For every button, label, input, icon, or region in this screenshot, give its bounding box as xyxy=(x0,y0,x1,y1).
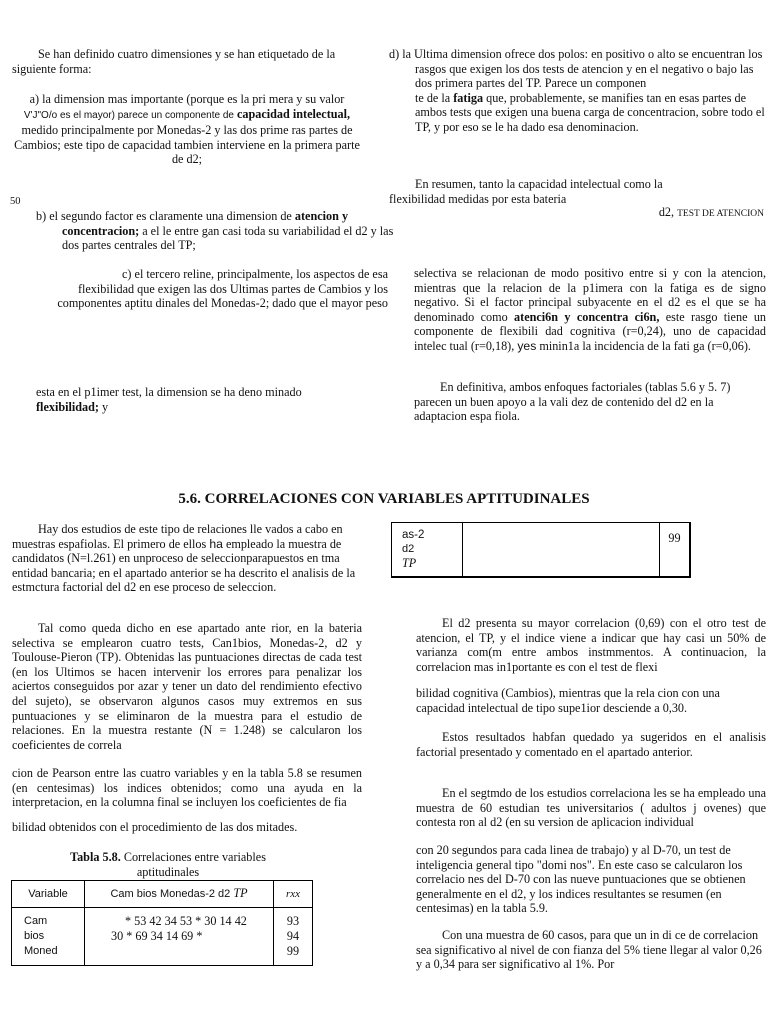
bottom-right-p6: Con una muestra de 60 casos, para que un in di ce de correlacion sea significativo al nivel de con fianza del 5% tiene llegar al valor 0,26 y a 0,34 para ser significativo al 1%. Por xyxy=(416,928,762,972)
item-c-continued xyxy=(36,385,336,414)
bottom-right-p1: El d2 presenta su mayor correlacion (0,69) con el otro test de atencion, el TP, y el indice viene a indicar que hay casi un 50% de varianza com(m entre ambos instmmentos. A continuacion, la correlacion mas in1portante es con el test de flexi xyxy=(416,616,766,674)
table-body-row xyxy=(12,908,313,966)
item-b-paragraph xyxy=(36,209,412,253)
table-continued-blank xyxy=(463,523,660,578)
selectiva-text: selectiva se relacionan de modo positivo entre si y con la atencion, mientras que la relacion de la p1imera con la fatiga es de signo negativo. Si el factor principal subyacente en el d2 es el que se ha denominado como xyxy=(414,266,766,324)
table-row-names: Cam bios Moned xyxy=(12,908,85,966)
intro-paragraph: Se han definido cuatro dimensiones y se han etiquetado de la siguiente forma: xyxy=(12,47,336,76)
item-b-bold: atencion y concentracion; xyxy=(62,209,349,238)
bottom-right-p3: Estos resultados habfan quedado ya sugeridos en el analisis factorial presentado y comentado en el apartado anterior. xyxy=(416,730,766,759)
table-continued xyxy=(391,522,691,578)
item-a-line3: medido principalmente por Monedas-2 y las dos prime ras partes de Cambios; este tipo de capacidad tambien interviene en la primera parte de d2; xyxy=(14,123,360,167)
table-header-columns: Cam bios Monedas-2 d2 TP xyxy=(85,881,274,908)
table-values-line1: * 53 42 34 53 * 30 14 42 xyxy=(125,914,247,928)
item-c-line2: esta en el p1imer test, la dimension se ha deno minado xyxy=(36,385,302,399)
definitiva-paragraph: En definitiva, ambos enfoques factoriales (tablas 5.6 y 5. 7) parecen un buen apoyo a la vali dez de contenido del d2 en la adaptacion espa fiola. xyxy=(414,380,731,424)
item-a-line1: a) la dimension mas importante (porque es la pri mera y su valor xyxy=(29,92,345,106)
running-header-d2: d2, xyxy=(658,205,675,219)
table-header-row xyxy=(12,881,313,908)
page-number: 50 xyxy=(10,196,21,207)
table-caption xyxy=(60,850,276,879)
table-values xyxy=(85,908,274,966)
table-continued-value: 99 xyxy=(660,523,691,578)
item-d-paragraph xyxy=(389,47,765,135)
table-rxx-values: 93 94 99 xyxy=(274,908,313,966)
item-d-rest: que, probablemente, se manifies tan en esas partes de ambos tests que exigen una buena carga de concentracion, sobre todo el TP, y por eso se le ha dado esa denominacion. xyxy=(415,90,765,134)
table-header-tp: TP xyxy=(233,886,248,901)
bottom-left-p1-text2: empleado la muestra de candidatos (N=l.261) en unproceso de seleccionparapuestos en tma entidad bancaria; en el apartado anterior se ha descrito el analisis de la estmctura factorial del d2 en ese proceso de seleccion. xyxy=(12,536,356,595)
bottom-right-p5: con 20 segundos para cada linea de trabajo) y al D-70, un test de inteligencia general tipo "domi nos". En este caso se calcularon los correlacio nes del D-70 con las nueve puntuaciones que se obtienen generalmente en el d2, y los indices resultantes se resumen (en centesimas) en la tabla 5.9. xyxy=(416,843,746,916)
bottom-left-p1-text: Hay dos estudios de este tipo de relaciones lle vados a cabo en muestras espafiolas. El primero de ellos xyxy=(12,522,343,551)
resumen-paragraph: En resumen, tanto la capacidad intelectual como la flexibilidad medidas por esta bateria xyxy=(389,177,663,206)
item-c-bold: flexibilidad; xyxy=(36,399,99,414)
item-a-line2: V'J"O/o es el mayor) parece un componente de xyxy=(23,109,234,121)
bottom-left-p1 xyxy=(12,522,362,595)
section-heading: 5.6. CORRELACIONES CON VARIABLES APTITUDINALES xyxy=(178,491,590,507)
table-header-variable: Variable xyxy=(12,881,85,908)
item-a-paragraph xyxy=(10,92,364,167)
table-values-line2: 30 * 69 34 14 69 * xyxy=(111,929,203,943)
selectiva-text3: minin1a la incidencia de la fati ga (r=0,06). xyxy=(539,338,751,353)
bottom-left-p3: cion de Pearson entre las cuatro variables y en la tabla 5.8 se resumen (en centesimas) los indices obtenidos; como una ayuda en la interpretacion, en la columna final se incluyen los coeficientes de fia xyxy=(12,766,362,810)
table-caption-text: Correlaciones entre variables aptitudinales xyxy=(123,850,266,879)
item-b-line1: b) el segundo factor es claramente una dimension de xyxy=(36,209,292,223)
item-b-rest: a el le entre gan casi toda su variabilidad el d2 y las dos partes centrales del TP; xyxy=(62,223,394,253)
bottom-right-p4: En el segtmdo de los estudios correlaciona les se ha empleado una muestra de 60 estudian tes universitarios ( adultos j ovenes) que contesta ron al d2 (en su version de aplicacion individual xyxy=(416,786,766,830)
table-caption-number: Tabla 5.8. xyxy=(70,850,121,864)
item-a-bold-capacidad: capacidad xyxy=(236,106,290,121)
item-d-line1: d) la Ultima dimension ofrece dos polos: en positivo o alto se encuentran los rasgos que exigen los dos tests de atencion y en el negativo o bajo las dos primera partes del TP. Parece un componen xyxy=(389,47,763,91)
item-d-line2: te de la xyxy=(415,90,451,105)
selectiva-bold: atenci6n y concentra ci6n, xyxy=(514,309,660,324)
table-continued-labels: as-2 d2 TP xyxy=(392,523,463,578)
running-header-title: TEST DE ATENCION xyxy=(677,209,764,219)
bottom-right-p2: bilidad cognitiva (Cambios), mientras que la rela cion con una capacidad intelectual de tipo supe1ior desciende a 0,30. xyxy=(416,686,720,715)
item-c-y: y xyxy=(102,399,109,414)
table-header-rxx: rxx xyxy=(274,881,313,908)
bottom-left-p2: Tal como queda dicho en ese apartado ante rior, en la bateria selectiva se emplearon cuatro tests, Can1bios, Monedas-2, d2 y Toulouse-Pieron (TP). Obtenidas las puntuaciones directas de cada test (en los Ultimos se hacen intervenir los errores para penalizar los aciertos conseguidos por azar y tener un dato del rendimiento efectivo del sujeto), se observaron algunos casos muy extremos en sus puntuaciones y se eliminaron de la muestra para el estudio de relaciones. En la muestra restante (N = 1.248) se calcularon los coeficientes de correla xyxy=(12,621,362,752)
selectiva-text2: este rasgo tiene un componente de flexibili dad cognitiva (r=0,24), uno de capacidad intelec tual (r=0,18), xyxy=(414,309,767,353)
item-a-bold-intelectual: intelectual, xyxy=(292,106,351,121)
item-d-bold-fatiga: fatiga xyxy=(453,90,484,105)
bottom-left-p1-sans: ha xyxy=(209,536,223,551)
running-header xyxy=(520,205,764,222)
bottom-left-p4: bilidad obtenidos con el procedimiento de las dos mitades. xyxy=(12,820,298,834)
table-continued-row xyxy=(392,523,691,578)
table-5-8 xyxy=(11,880,313,966)
selectiva-sans: yes xyxy=(517,338,537,353)
selectiva-paragraph xyxy=(414,266,766,354)
item-c-paragraph: c) el tercero reline, principalmente, los aspectos de esa flexibilidad que exigen las dos Ultimas partes de Cambios y los componentes aptitu dinales del Monedas-2; dado que el mayor peso xyxy=(57,267,388,311)
